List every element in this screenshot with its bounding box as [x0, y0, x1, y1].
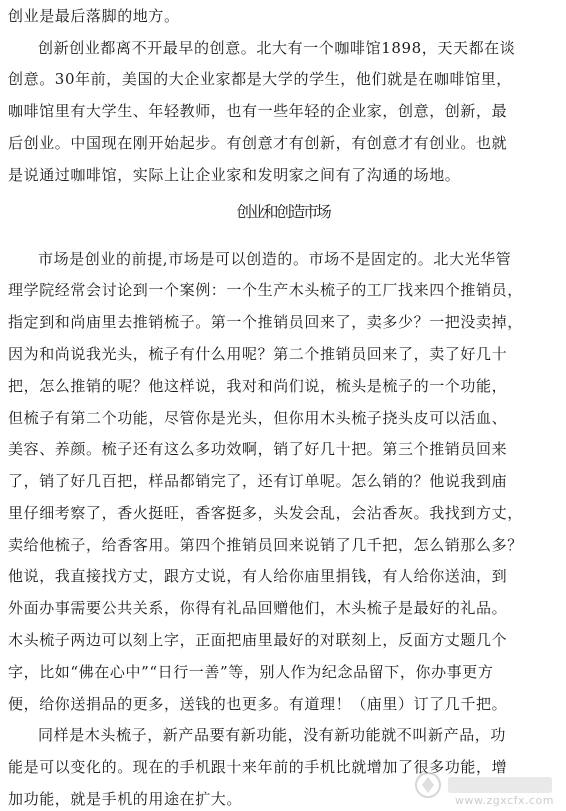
text-line: 后创业。中国现在刚开始起步。有创意才有创新，有创意才有创业。也就 — [8, 134, 508, 152]
paragraph-start-line: 市场是创业的前提,市场是可以创造的。市场不是固定的。北大光华管 — [38, 250, 512, 268]
text-line: 是说通过咖啡馆，实际上让企业家和发明家之间有了沟通的场地。 — [8, 166, 461, 184]
text-line: 了，销了好几百把，样品都销完了，还有订单呢。怎么销的？他说我到庙 — [8, 472, 508, 490]
watermark-url: www.zgxcfx.com — [455, 794, 554, 807]
text-line: 卖给他梳子，给香客用。第四个推销员回来说销了几千把，怎么销那么多？ — [8, 536, 523, 554]
text-line: 外面办事需要公共关系，你得有礼品回赠他们，木头梳子是最好的礼品。 — [8, 599, 508, 617]
text-line: 里仔细考察了，香火挺旺，香客挺多，头发会乱，会沾香灰。我找到方丈， — [8, 504, 523, 522]
text-line: 创意。30年前，美国的大企业家都是大学的学生，他们就是在咖啡馆里， — [8, 70, 512, 88]
paragraph-start-line: 创新创业都离不开最早的创意。北大有一个咖啡馆1898，天天都在谈 — [38, 39, 516, 57]
text-line: 理学院经常会讨论到一个案例：一个生产木头梳子的工厂找来四个推销员， — [8, 281, 523, 299]
text-line: 木头梳子两边可以刻上字，正面把庙里最好的对联刻上，反面方丈题几个 — [8, 631, 508, 649]
text-line: 加功能，就是手机的用途在扩大。 — [8, 790, 243, 808]
text-line: 但梳子有第二个功能，尽管你是光头，但你用木头梳子挠头皮可以活血、 — [8, 409, 508, 427]
text-line: 因为和尚说我光头，梳子有什么用呢？第二个推销员回来了，卖了好几十 — [8, 345, 508, 363]
text-line: 创业是最后落脚的地方。 — [8, 7, 180, 25]
text-line: 字，比如“佛在心中”“日行一善”等，别人作为纪念品留下，你办事更方 — [8, 663, 494, 681]
text-line: 便，给你送捐品的更多，送钱的也更多。有道理！（庙里）订了几千把。 — [8, 695, 508, 713]
paragraph-start-line: 同样是木头梳子，新产品要有新功能，没有新功能就不叫新产品，功 — [38, 726, 507, 744]
site-watermark — [410, 765, 560, 809]
text-line: 把，怎么推销的呢？他这样说，我对和尚们说，梳头是梳子的一个功能， — [8, 377, 508, 395]
text-line: 咖啡馆里有大学生、年轻教师，也有一些年轻的企业家，创意，创新，最 — [8, 102, 508, 120]
text-line: 指定到和尚庙里去推销梳子。第一个推销员回来了，卖多少？一把没卖掉， — [8, 313, 523, 331]
text-line: 能是可以变化的。现在的手机跟十来年前的手机比就增加了很多功能，增 — [8, 758, 508, 776]
text-line: 美容、养颜。梳子还有这么多功效啊，销了好几十把。第三个推销员回来 — [8, 440, 508, 458]
text-line: 他说，我直接找方丈，跟方丈说，有人给你庙里捐钱，有人给你送油，到 — [8, 567, 508, 585]
section-heading: 创业和创造市场 — [236, 203, 330, 221]
